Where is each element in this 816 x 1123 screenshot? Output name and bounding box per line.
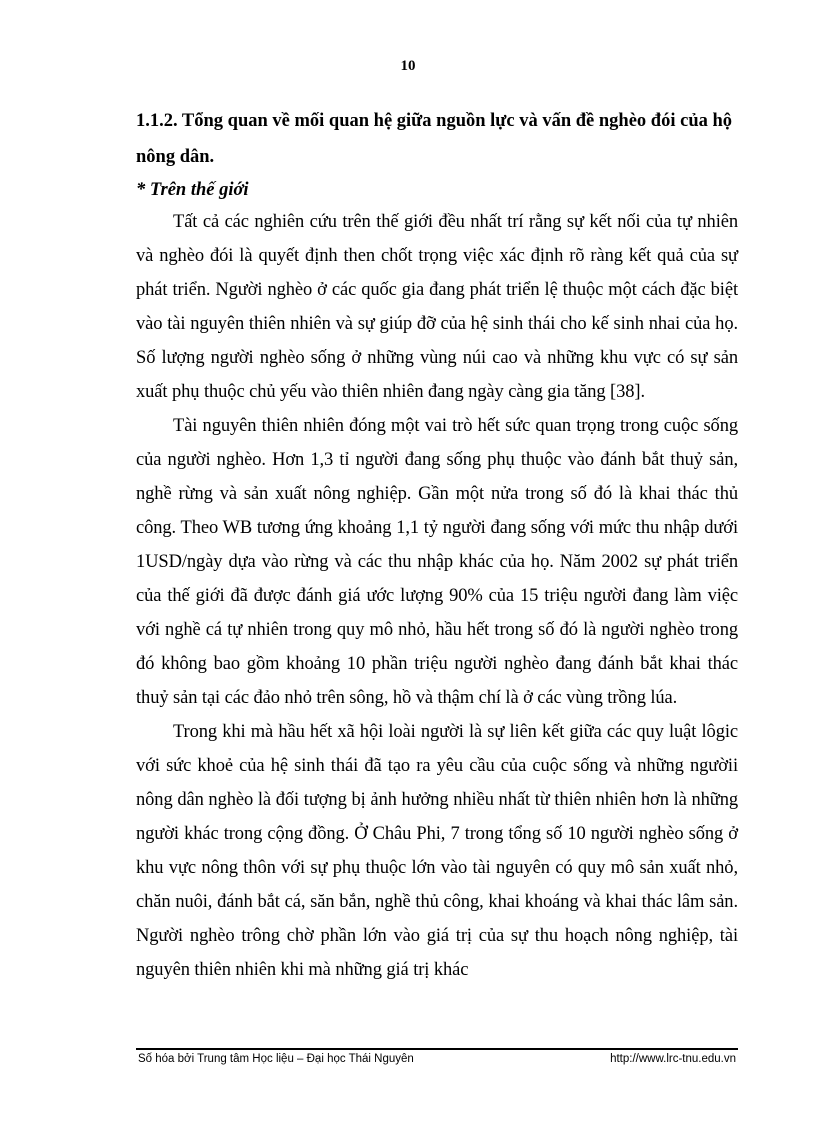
page-number: 10 <box>400 58 416 74</box>
section-heading: 1.1.2. Tổng quan về mối quan hệ giữa nguồn lực và vấn đề nghèo đói của hộ nông dân. <box>136 111 733 167</box>
paragraph-3: Trong khi mà hầu hết xã hội loài người là sự liên kết giữa các quy luật lôgic với sức khoẻ của hệ sinh thái đã tạo ra yêu cầu của cuộc sống và những ngườii nông dân nghèo là đối tượng bị ảnh hưởng nhiều nhất từ thiên nhiên hơn là những người khác trong cộng đồng. Ở Châu Phi, 7 trong tổng số 10 người nghèo sống ở khu vực nông thôn với sự phụ thuộc lớn vào tài nguyên có quy mô sản xuất nhỏ, chăn nuôi, đánh bắt cá, săn bắn, nghề thủ công, khai khoáng và khai thác lâm sản. Người nghèo trông chờ phần lớn vào giá trị của sự thu hoạch nông nghiệp, tài nguyên thiên nhiên khi mà những giá trị khác <box>136 722 738 980</box>
subsection-heading: * Trên thế giới <box>136 180 249 200</box>
paragraph-1: Tất cả các nghiên cứu trên thế giới đều nhất trí rằng sự kết nối của tự nhiên và nghèo đói là quyết định then chốt trọng việc xác định rõ ràng kết quả của sự phát triển. Người nghèo ở các quốc gia đang phát triển lệ thuộc một cách đặc biệt vào tài nguyên thiên nhiên và sự giúp đỡ của hệ sinh thái cho kế sinh nhai của họ. Số lượng người nghèo sống ở những vùng núi cao và những khu vực có sự sản xuất phụ thuộc chủ yếu vào thiên nhiên đang ngày càng gia tăng [38]. <box>136 212 738 402</box>
paragraph-2: Tài nguyên thiên nhiên đóng một vai trò hết sức quan trọng trong cuộc sống của người nghèo. Hơn 1,3 tỉ người đang sống phụ thuộc vào đánh bắt thuỷ sản, nghề rừng và sản xuất nông nghiệp. Gần một nửa trong số đó là khai thác thủ công. Theo WB tương ứng khoảng 1,1 tỷ người đang sống với mức thu nhập dưới 1USD/ngày dựa vào rừng và các thu nhập khác của họ. Năm 2002 sự phát triển của thế giới đã được đánh giá ước lượng 90% của 15 triệu người đang làm việc với nghề cá tự nhiên trong quy mô nhỏ, hầu hết trong số đó là người nghèo trong đó không bao gồm khoảng 10 phần triệu người nghèo đang đánh bắt khai thác thuỷ sản tại các đảo nhỏ trên sông, hồ và thậm chí là ở các vùng trồng lúa. <box>136 416 738 708</box>
document-body <box>136 103 738 987</box>
footer-source: Số hóa bởi Trung tâm Học liệu – Đại học Thái Nguyên <box>138 1053 414 1065</box>
footer-divider <box>136 1048 738 1050</box>
footer-url: http://www.lrc-tnu.edu.vn <box>610 1053 736 1065</box>
